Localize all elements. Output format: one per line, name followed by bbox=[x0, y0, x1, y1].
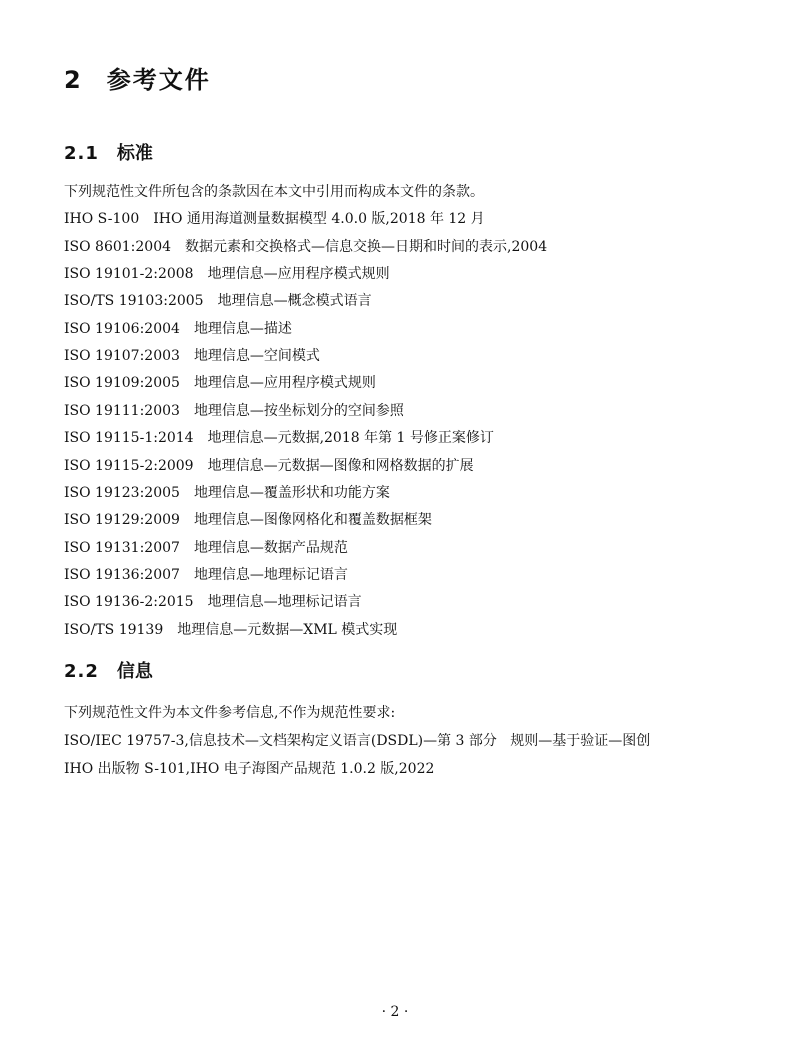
reference-code: ISO 19136:2007 bbox=[64, 567, 180, 583]
reference-title: 地理信息—描述 bbox=[193, 321, 292, 337]
chapter-number: 2 bbox=[64, 66, 83, 94]
reference-title: 地理信息—地理标记语言 bbox=[207, 594, 362, 610]
section-heading-information bbox=[64, 658, 153, 686]
reference-item bbox=[64, 454, 474, 478]
reference-title: 地理信息—元数据—XML 模式实现 bbox=[177, 622, 398, 638]
reference-item bbox=[64, 317, 292, 341]
reference-code: ISO 19109:2005 bbox=[64, 375, 180, 391]
reference-item bbox=[64, 344, 320, 368]
reference-title: 地理信息—应用程序模式规则 bbox=[193, 375, 376, 391]
reference-code: ISO 19111:2003 bbox=[64, 403, 180, 419]
reference-title: 地理信息—元数据,2018 年第 1 号修正案修订 bbox=[207, 430, 494, 446]
section-number: 2.1 bbox=[64, 143, 99, 164]
reference-code: ISO 19106:2004 bbox=[64, 321, 180, 337]
reference-code: ISO 8601:2004 bbox=[64, 239, 172, 255]
reference-item bbox=[64, 481, 390, 505]
reference-item bbox=[64, 536, 348, 560]
section-title: 信息 bbox=[116, 661, 153, 682]
standards-intro: 下列规范性文件所包含的条款因在本文中引用而构成本文件的条款。 bbox=[64, 184, 484, 200]
section-title: 标准 bbox=[116, 143, 153, 164]
reference-code: ISO 19123:2005 bbox=[64, 485, 180, 501]
reference-item bbox=[64, 235, 547, 259]
reference-item bbox=[64, 508, 432, 532]
reference-code: ISO 19129:2009 bbox=[64, 512, 180, 528]
reference-code: ISO/TS 19103:2005 bbox=[64, 293, 204, 309]
reference-code: ISO 19115-1:2014 bbox=[64, 430, 194, 446]
reference-title: 地理信息—数据产品规范 bbox=[193, 540, 348, 556]
section-heading-standards bbox=[64, 140, 153, 168]
reference-title: 地理信息—元数据—图像和网格数据的扩展 bbox=[207, 458, 474, 474]
reference-title: 地理信息—图像网格化和覆盖数据框架 bbox=[193, 512, 432, 528]
reference-title: 地理信息—空间模式 bbox=[193, 348, 320, 364]
reference-item bbox=[64, 399, 404, 423]
chapter-title-text: 参考文件 bbox=[106, 66, 211, 94]
reference-title: 数据元素和交换格式—信息交换—日期和时间的表示,2004 bbox=[185, 239, 548, 255]
reference-item bbox=[64, 590, 362, 614]
reference-item bbox=[64, 262, 390, 286]
reference-code: IHO S-100 bbox=[64, 211, 140, 227]
page-number: · 2 · bbox=[381, 1004, 409, 1020]
reference-item: ISO/IEC 19757-3,信息技术—文档架构定义语言(DSDL)—第 3 部分 规则—基于验证—图创 bbox=[64, 733, 651, 749]
reference-title: 地理信息—概念模式语言 bbox=[217, 293, 372, 309]
reference-item bbox=[64, 371, 376, 395]
reference-item bbox=[64, 563, 348, 587]
information-intro: 下列规范性文件为本文件参考信息,不作为规范性要求: bbox=[64, 705, 396, 721]
reference-item bbox=[64, 618, 397, 642]
chapter-title bbox=[64, 60, 211, 100]
reference-item: IHO 出版物 S-101,IHO 电子海图产品规范 1.0.2 版,2022 bbox=[64, 761, 435, 777]
reference-title: IHO 通用海道测量数据模型 4.0.0 版,2018 年 12 月 bbox=[153, 211, 485, 227]
section-number: 2.2 bbox=[64, 661, 99, 682]
reference-title: 地理信息—按坐标划分的空间参照 bbox=[193, 403, 404, 419]
reference-item bbox=[64, 207, 485, 231]
reference-code: ISO/TS 19139 bbox=[64, 622, 164, 638]
reference-item bbox=[64, 426, 494, 450]
reference-code: ISO 19115-2:2009 bbox=[64, 458, 194, 474]
reference-item bbox=[64, 289, 372, 313]
reference-code: ISO 19101-2:2008 bbox=[64, 266, 194, 282]
reference-code: ISO 19107:2003 bbox=[64, 348, 180, 364]
reference-title: 地理信息—应用程序模式规则 bbox=[207, 266, 390, 282]
reference-title: 地理信息—覆盖形状和功能方案 bbox=[193, 485, 390, 501]
reference-code: ISO 19136-2:2015 bbox=[64, 594, 194, 610]
reference-code: ISO 19131:2007 bbox=[64, 540, 180, 556]
reference-title: 地理信息—地理标记语言 bbox=[193, 567, 348, 583]
